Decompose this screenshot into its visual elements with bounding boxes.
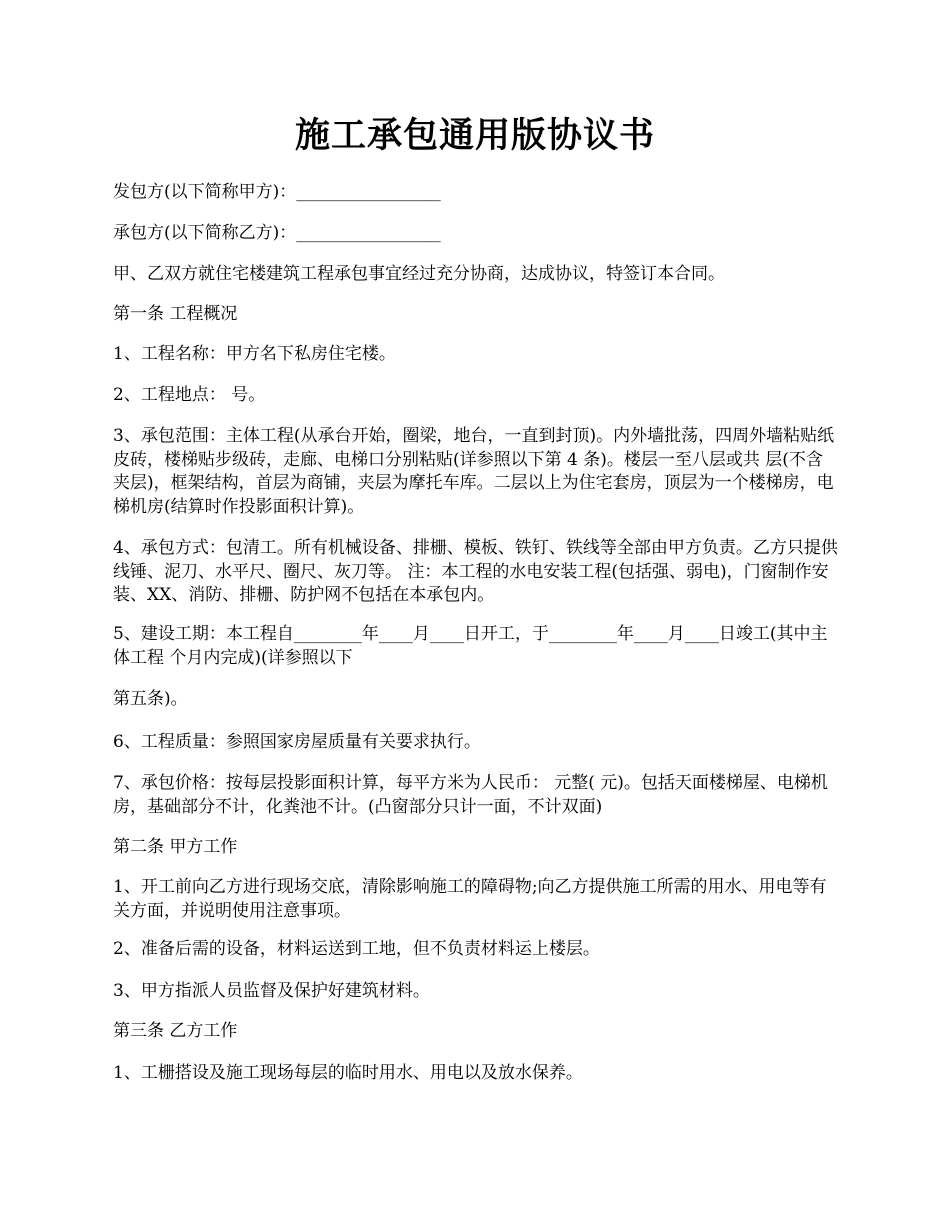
clause-3-1: 1、工栅搭设及施工现场每层的临时用水、用电以及放水保养。 (113, 1063, 583, 1083)
article-2-heading: 第二条 甲方工作 (113, 837, 238, 857)
clause-1-3: 3、承包范围：主体工程(从承台开始，圈梁，地台，一直到封顶)。内外墙批荡，四周外墙粘贴纸皮砖，楼梯贴步级砖，走廊、电梯口分别粘贴(详参照以下第 4 条)。楼层一至八层或共 层(不含夹层)，框架结构，首层为商铺，夹层为摩托车库。二层以上为住宅套房，顶层为一个楼梯房，电梯机房(结算时作投影面积计算)。 (113, 426, 835, 517)
clause-1-5: 5、建设工期：本工程自________年____月____日开工，于________年____月____日竣工(其中主体工程 个月内完成)(详参照以下 (113, 624, 828, 668)
clause-1-2: 2、工程地点： 号。 (113, 385, 266, 405)
clause-1-1: 1、工程名称：甲方名下私房住宅楼。 (113, 344, 396, 364)
document-title: 施工承包通用版协议书 (294, 115, 655, 156)
clause-1-5-continued: 第五条)。 (113, 689, 188, 709)
article-3-heading: 第三条 乙方工作 (113, 1021, 238, 1041)
clause-1-6: 6、工程质量：参照国家房屋质量有关要求执行。 (113, 732, 481, 752)
clause-1-7: 7、承包价格：按每层投影面积计算，每平方米为人民币： 元整( 元)。包括天面楼梯屋、电梯机房，基础部分不计，化粪池不计。(凸窗部分只计一面，不计双面) (113, 773, 828, 817)
clause-1-4: 4、承包方式：包清工。所有机械设备、排栅、模板、铁钉、铁线等全部由甲方负责。乙方只提供线锤、泥刀、水平尺、圈尺、灰刀等。 注：本工程的水电安装工程(包括强、弱电)，门窗制作安装、XX、消防、排栅、防护网不包括在本承包内。 (113, 538, 838, 605)
intro-paragraph: 甲、乙双方就住宅楼建筑工程承包事宜经过充分协商，达成协议，特签订本合同。 (113, 264, 725, 284)
clause-2-3: 3、甲方指派人员监督及保护好建筑材料。 (113, 981, 430, 1001)
party-a-line: 发包方(以下简称甲方)：_________________ (113, 182, 441, 202)
article-1-heading: 第一条 工程概况 (113, 304, 238, 324)
clause-2-2: 2、准备后需的设备，材料运送到工地，但不负责材料运上楼层。 (113, 939, 600, 959)
party-b-line: 承包方(以下简称乙方)：_________________ (113, 223, 441, 243)
clause-2-1: 1、开工前向乙方进行现场交底，清除影响施工的障碍物;向乙方提供施工所需的用水、用电等有关方面，并说明使用注意事项。 (113, 877, 827, 921)
